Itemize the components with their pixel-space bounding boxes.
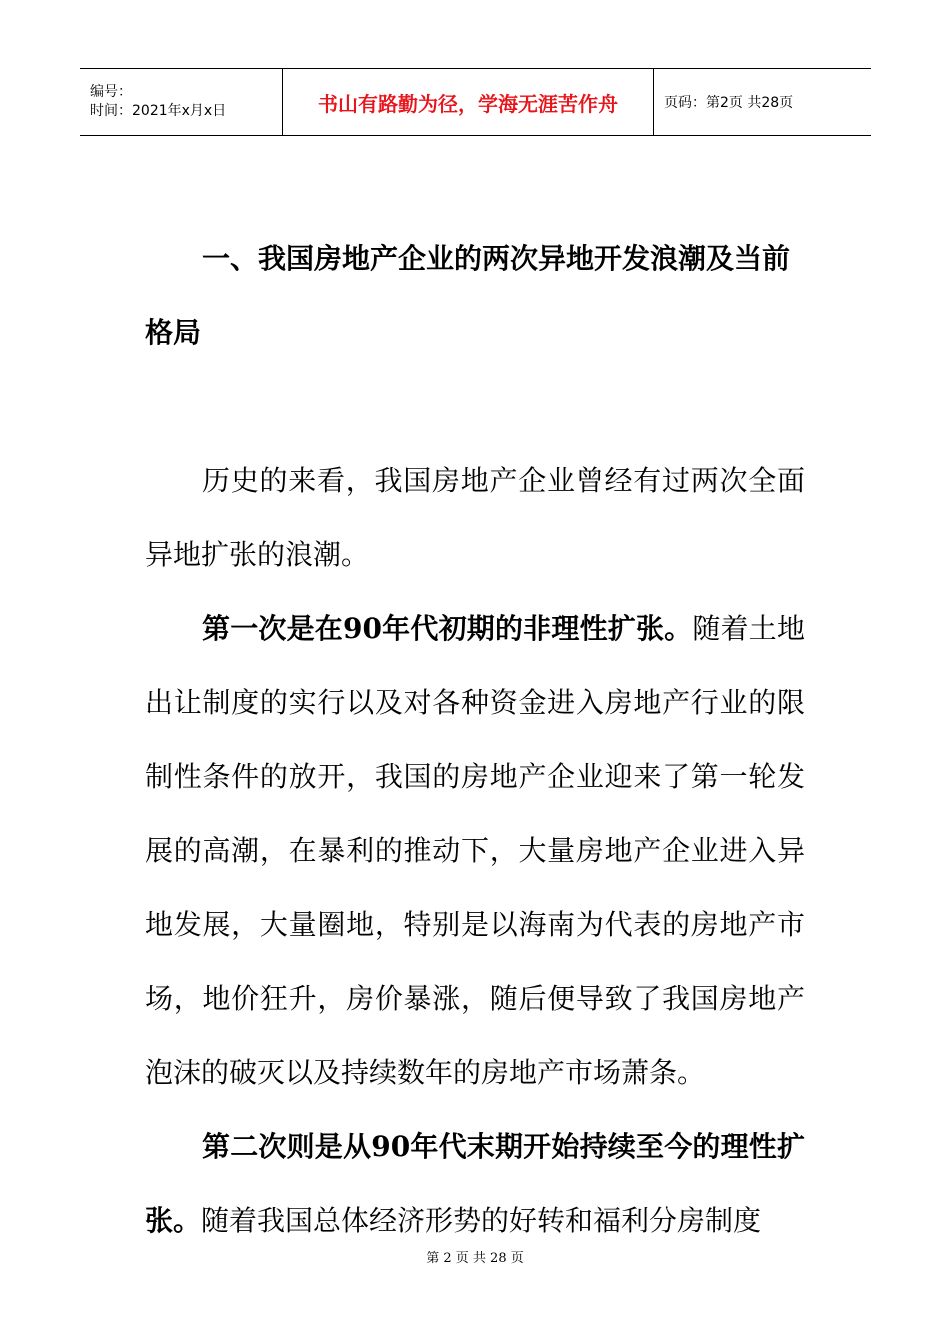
paragraph-intro: [145, 444, 805, 592]
document-body: [145, 222, 805, 1258]
section-heading: 一、我国房地产企业的两次异地开发浪潮及当前格局: [145, 242, 791, 349]
header-motto: 书山有路勤为径，学海无涯苦作舟: [282, 69, 654, 135]
section-spacer: [145, 370, 805, 444]
header-page-info: 页码：第2页 共28页: [664, 95, 794, 111]
paragraph-first-wave: [145, 592, 805, 1110]
document-date: 时间：2021年x月x日: [90, 103, 227, 119]
paragraph-text: 随着我国总体经济形势的好转和福利分房制度: [201, 1204, 762, 1237]
paragraph-text: 随着土地出让制度的实行以及对各种资金进入房地产行业的限制性条件的放开，我国的房地产企业迎来了第一轮发展的高潮，在暴利的推动下，大量房地产企业进入异地发展，大量圈地，特别是以海南为代表的房地产市场，地价狂升，房价暴涨，随后便导致了我国房地产泡沫的破灭以及持续数年的房地产市场萧条。: [145, 612, 805, 1089]
page-header: [80, 68, 871, 136]
paragraph-text: 历史的来看，我国房地产企业曾经有过两次全面异地扩张的浪潮。: [145, 464, 805, 571]
document-number-label: 编号：: [90, 84, 132, 100]
paragraph-second-wave: [145, 1110, 805, 1258]
paragraph-lead: 第一次是在90年代初期的非理性扩张。: [202, 612, 693, 645]
paragraph-lead: 第二次则是从90年代末期开始持续至今的理性扩张。: [145, 1130, 805, 1237]
page-footer: 第 2 页 共 28 页: [426, 1251, 524, 1266]
header-meta: [80, 69, 282, 135]
